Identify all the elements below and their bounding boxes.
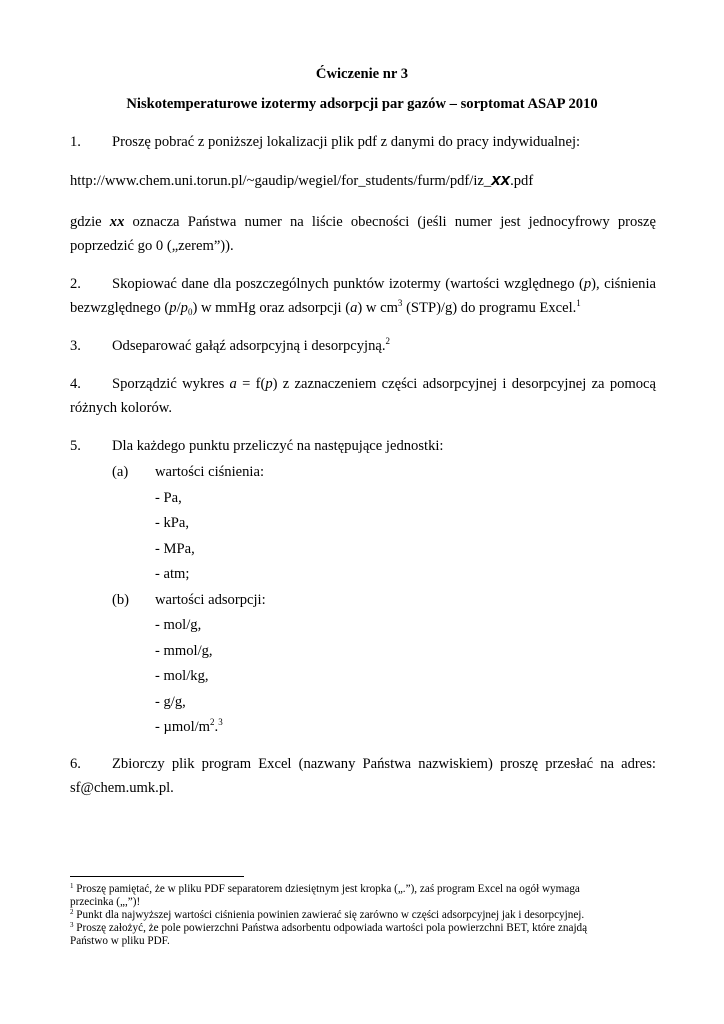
- note-text-b: oznacza Państwa numer na liście obecności (jeśli numer jest jednocyfrowy proszę: [124, 214, 656, 230]
- unit-mmol-g: - mmol/g,: [155, 643, 213, 659]
- email-address: sf@chem.umk.pl.: [70, 780, 174, 796]
- item-number-6: 6.: [70, 756, 81, 772]
- var-p: p: [583, 276, 592, 292]
- footnote-ref-3: 3: [218, 717, 223, 727]
- item-number-3: 3.: [70, 338, 81, 354]
- item-2-line-1: [112, 276, 656, 293]
- t: (STP)/g) do programu Excel.: [402, 300, 577, 316]
- url-placeholder-xx: xx: [491, 170, 511, 189]
- item-1-text: Proszę pobrać z poniższej lokalizacji plik pdf z danymi do pracy indywidualnej:: [112, 134, 581, 150]
- fn-num-2: 2: [70, 908, 74, 916]
- t: Proszę założyć, że pole powierzchni Państwa adsorbentu odpowiada wartości pola powierzchni BET, które znajdą: [73, 922, 588, 934]
- sub-label-b: (b): [112, 592, 130, 608]
- download-url: [70, 170, 533, 190]
- var-a: a: [350, 300, 358, 316]
- t: .: [214, 719, 219, 735]
- unit-atm: - atm;: [155, 566, 190, 582]
- footnote-1-line-1: [70, 883, 580, 896]
- t: Odseparować gałąź adsorpcyjną i desorpcyjną.: [112, 338, 386, 354]
- t: ) z zaznaczeniem części adsorpcyjnej i desorpcyjnej za pomocą: [272, 376, 657, 392]
- t: Proszę pamiętać, że w pliku PDF separatorem dziesiętnym jest kropka („.”), zaś program Excel na ogół wymaga: [73, 883, 580, 895]
- sub-0: 0: [187, 307, 193, 317]
- fn-num-1: 1: [70, 882, 74, 890]
- var-a: a: [229, 376, 237, 392]
- url-base: http://www.chem.uni.torun.pl/~gaudip/wegiel/for_students/furm/pdf/iz_: [70, 173, 492, 189]
- unit-pa: - Pa,: [155, 490, 182, 506]
- sub-a-text: wartości ciśnienia:: [155, 464, 265, 480]
- t: = f(: [236, 376, 266, 392]
- item-number-4: 4.: [70, 376, 81, 392]
- page-title: Ćwiczenie nr 3: [315, 66, 409, 82]
- t: ) w cm: [357, 300, 398, 316]
- url-ext: .pdf: [510, 173, 534, 189]
- unit-umol-m2: [155, 719, 223, 736]
- note-text-a: gdzie: [70, 214, 110, 230]
- footnote-3-line-1: [70, 922, 587, 935]
- footnote-3-line-2: Państwo w pliku PDF.: [70, 935, 170, 947]
- item-number-1: 1.: [70, 134, 81, 150]
- sup-3: 3: [397, 298, 403, 308]
- unit-mol-g: - mol/g,: [155, 617, 202, 633]
- footnote-ref-2: 2: [385, 336, 391, 346]
- note-xx: xx: [109, 214, 125, 230]
- var-p: p: [169, 300, 177, 316]
- item-6-line-1: Zbiorczy plik program Excel (nazwany Państwa nazwiskiem) proszę przesłać na adres:: [112, 756, 656, 772]
- item-2-line-2: [70, 300, 581, 317]
- fn-num-3: 3: [70, 921, 74, 929]
- page-subtitle: Niskotemperaturowe izotermy adsorpcji par gazów – sorptomat ASAP 2010: [126, 96, 598, 112]
- footnote-2: [70, 909, 584, 922]
- item-1-note-line-2: poprzedzić go 0 („zerem”)).: [70, 238, 234, 254]
- t: /: [176, 300, 181, 316]
- footnote-ref-1: 1: [576, 298, 581, 308]
- item-1-note-line-1: [70, 214, 656, 231]
- item-3-text: [112, 338, 390, 355]
- item-4-line-2: różnych kolorów.: [70, 400, 172, 416]
- unit-mpa: - MPa,: [155, 541, 195, 557]
- t: ), ciśnienia: [591, 276, 657, 292]
- unit-g-g: - g/g,: [155, 694, 186, 710]
- item-4-line-1: [112, 376, 656, 393]
- sub-label-a: (a): [112, 464, 129, 480]
- t: Sporządzić wykres: [112, 376, 230, 392]
- unit-kpa: - kPa,: [155, 515, 190, 531]
- t: bezwzględnego (: [70, 300, 170, 316]
- unit-mol-kg: - mol/kg,: [155, 668, 209, 684]
- item-number-5: 5.: [70, 438, 81, 454]
- footnote-separator: [70, 876, 244, 877]
- var-p: p: [265, 376, 273, 392]
- t: - µmol/m: [155, 719, 211, 735]
- footnote-1-line-2: przecinka („,”)!: [70, 896, 141, 908]
- sub-b-text: wartości adsorpcji:: [155, 592, 266, 608]
- sup-2: 2: [210, 717, 215, 727]
- var-p0: p: [180, 300, 188, 316]
- t: ) w mmHg oraz adsorpcji (: [192, 300, 351, 316]
- t: Punkt dla najwyższej wartości ciśnienia powinien zawierać się zarówno w części adsorpcyjnej jak i desorpcyjnej.: [73, 909, 585, 921]
- item-number-2: 2.: [70, 276, 81, 292]
- item-5-text: Dla każdego punktu przeliczyć na następujące jednostki:: [112, 438, 444, 454]
- t: Skopiować dane dla poszczególnych punktów izotermy (wartości względnego (: [112, 276, 584, 292]
